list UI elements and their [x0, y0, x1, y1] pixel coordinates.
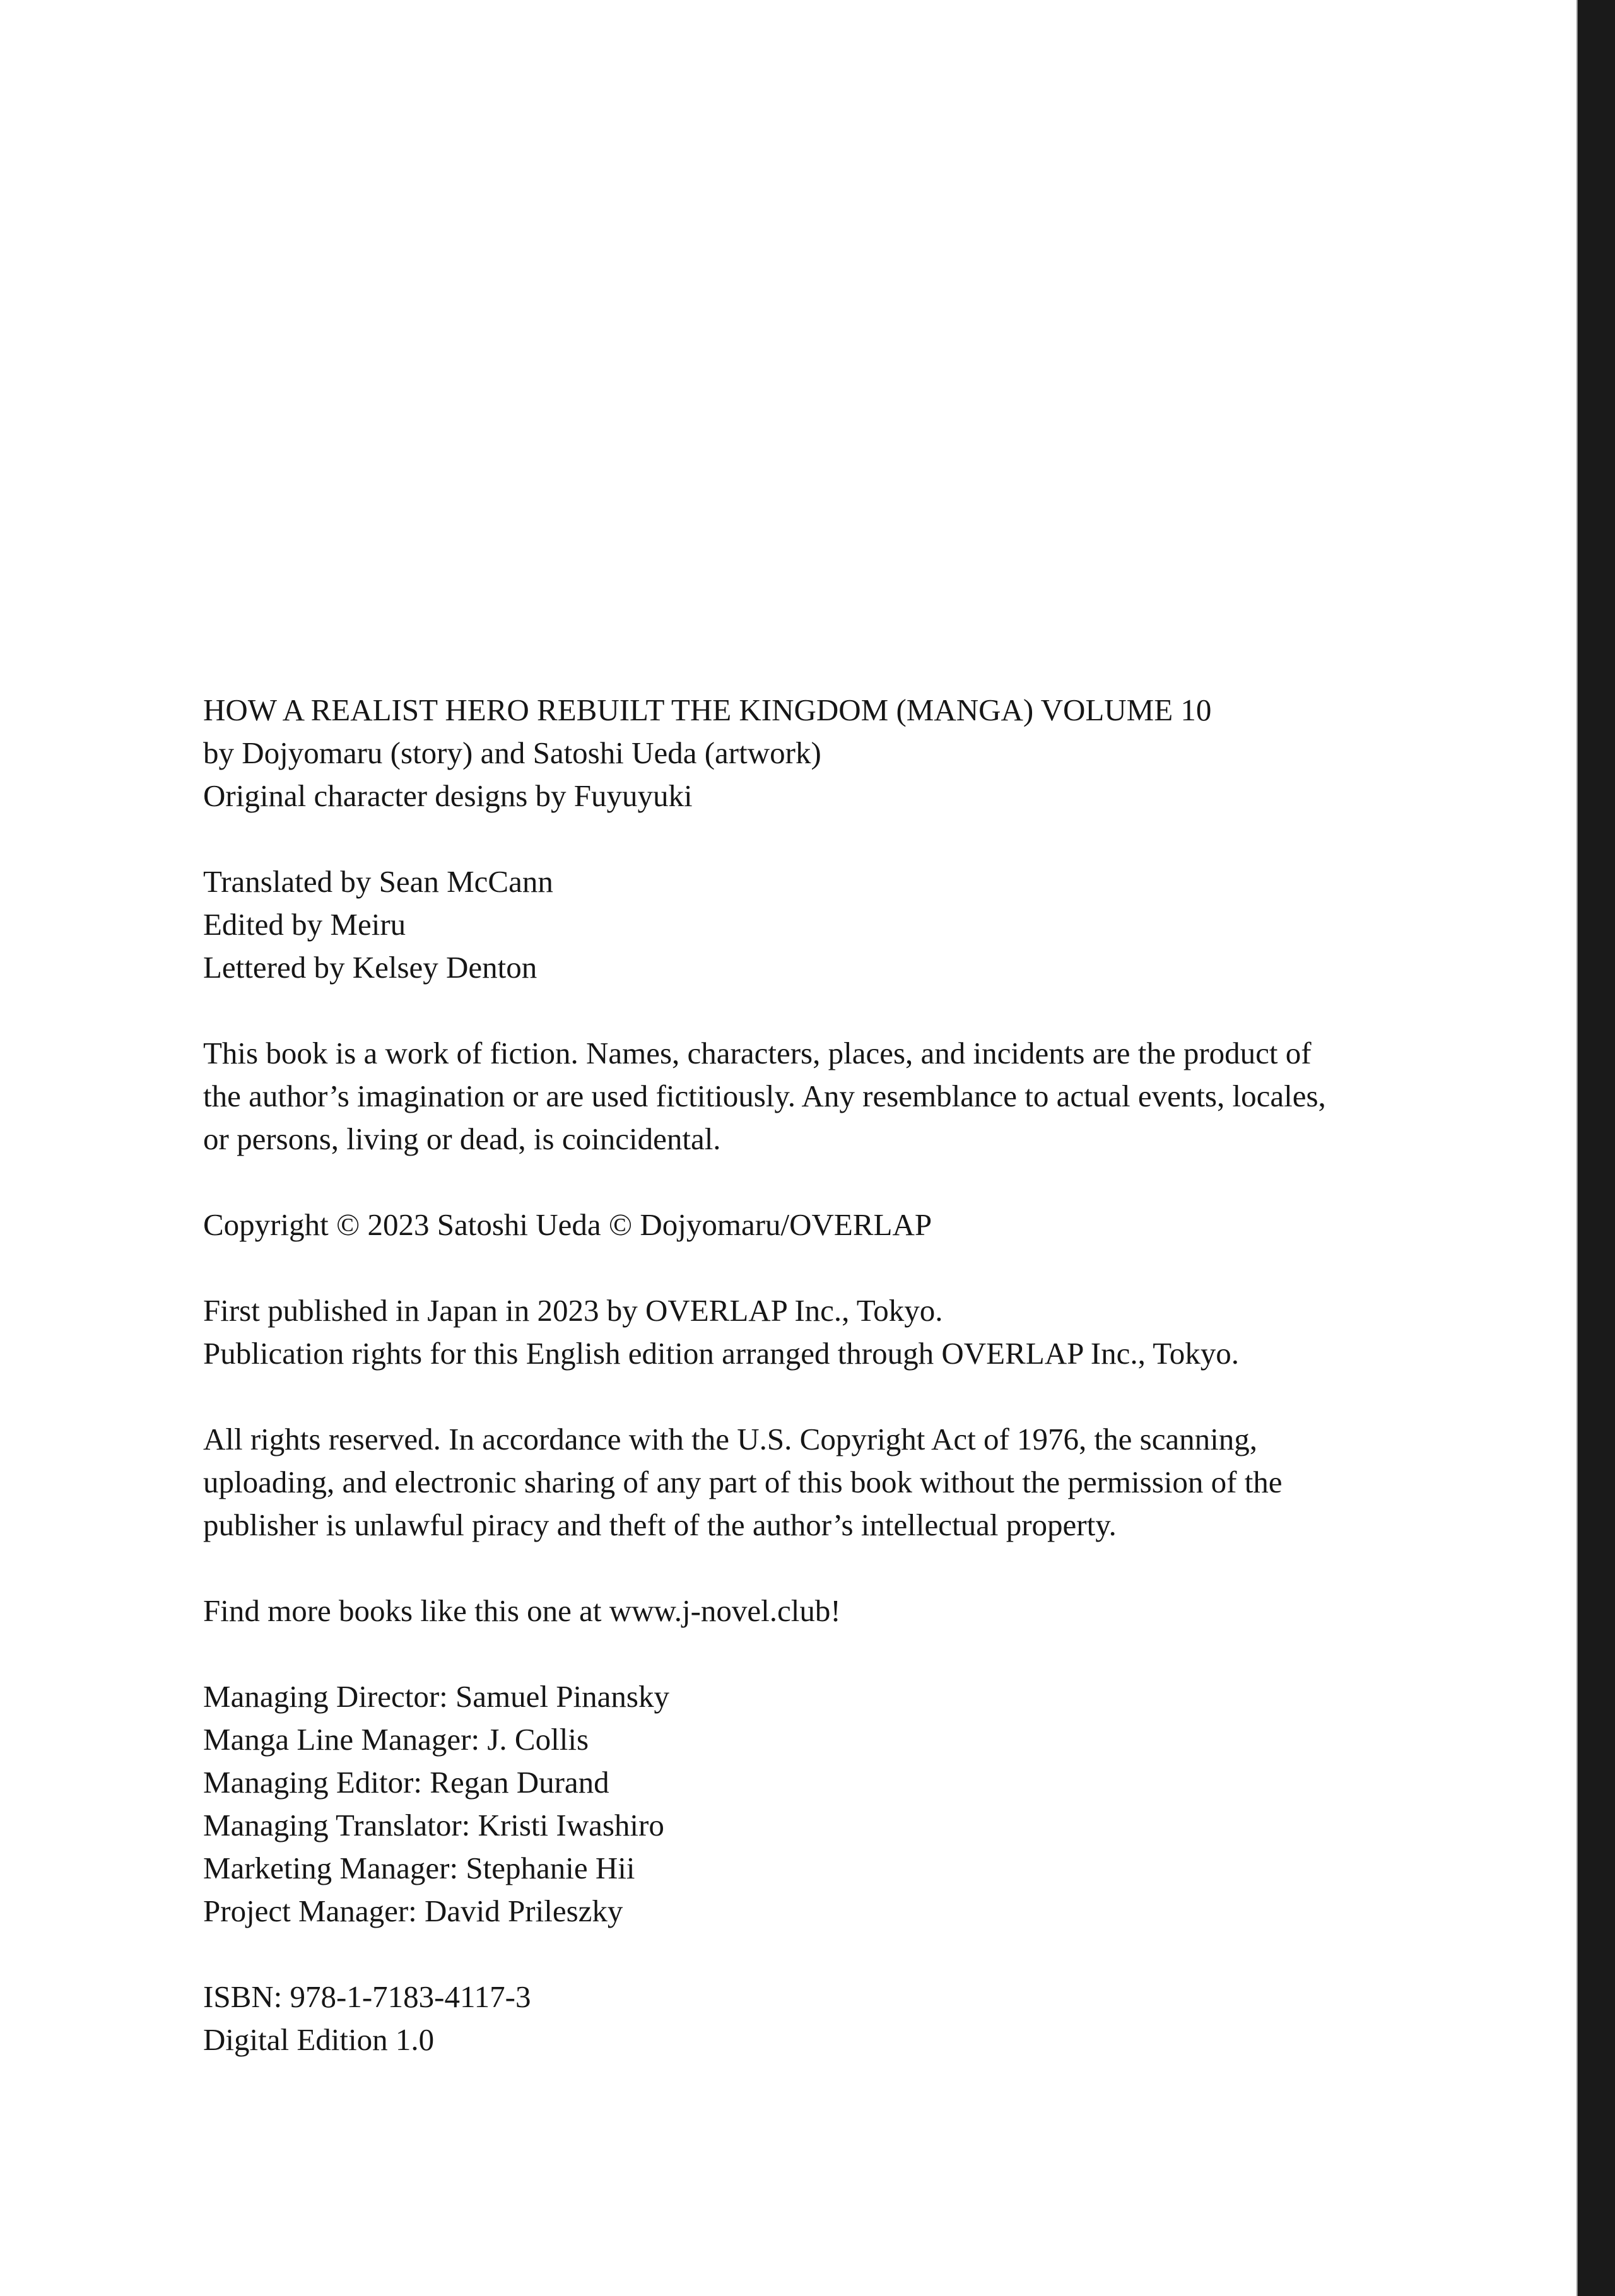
colophon-text: [203, 689, 1578, 2104]
first-published-line: First published in Japan in 2023 by OVERLAP Inc., Tokyo.: [203, 1293, 943, 1328]
credit-managing-translator: Managing Translator: Kristi Iwashiro: [203, 1808, 664, 1842]
isbn-line: ISBN: 978-1-7183-4117-3: [203, 1979, 531, 2014]
copyright-block: [203, 1204, 1578, 1246]
credit-managing-editor: Managing Editor: Regan Durand: [203, 1765, 609, 1800]
fiction-disclaimer: [203, 1032, 1578, 1161]
credit-managing-director: Managing Director: Samuel Pinansky: [203, 1679, 669, 1714]
publication-block: [203, 1289, 1578, 1375]
staff-block: [203, 860, 1578, 989]
credits-block: [203, 1675, 1578, 1933]
fiction-disclaimer-line: This book is a work of fiction. Names, characters, places, and incidents are the product of: [203, 1036, 1312, 1070]
letterer-credit: Lettered by Kelsey Denton: [203, 950, 537, 985]
translator-credit: Translated by Sean McCann: [203, 864, 553, 899]
credit-manga-line-manager: Manga Line Manager: J. Collis: [203, 1722, 589, 1757]
digital-edition-line: Digital Edition 1.0: [203, 2022, 435, 2057]
rights-arranged-line: Publication rights for this English edition arranged through OVERLAP Inc., Tokyo.: [203, 1336, 1239, 1371]
copyright-line: Copyright © 2023 Satoshi Ueda © Dojyomaru/OVERLAP: [203, 1207, 932, 1242]
find-more-block: [203, 1590, 1578, 1632]
byline: by Dojyomaru (story) and Satoshi Ueda (artwork): [203, 735, 821, 770]
credit-marketing-manager: Marketing Manager: Stephanie Hii: [203, 1851, 635, 1885]
rights-notice-line: uploading, and electronic sharing of any part of this book without the permission of the: [203, 1465, 1283, 1499]
page-edge-bar: [1577, 0, 1615, 2296]
rights-notice: [203, 1418, 1578, 1547]
editor-credit: Edited by Meiru: [203, 907, 406, 942]
character-designs: Original character designs by Fuyuyuki: [203, 778, 693, 813]
title-block: [203, 689, 1578, 817]
rights-notice-line: publisher is unlawful piracy and theft of the author’s intellectual property.: [203, 1508, 1117, 1542]
rights-notice-line: All rights reserved. In accordance with the U.S. Copyright Act of 1976, the scanning,: [203, 1422, 1258, 1456]
edition-block: [203, 1976, 1578, 2061]
book-title: HOW A REALIST HERO REBUILT THE KINGDOM (MANGA) VOLUME 10: [203, 693, 1212, 727]
fiction-disclaimer-line: the author’s imagination or are used fictitiously. Any resemblance to actual events, locales,: [203, 1079, 1326, 1113]
credit-project-manager: Project Manager: David Prileszky: [203, 1894, 623, 1928]
fiction-disclaimer-line: or persons, living or dead, is coincidental.: [203, 1122, 721, 1156]
find-more-line: Find more books like this one at www.j-novel.club!: [203, 1593, 841, 1628]
